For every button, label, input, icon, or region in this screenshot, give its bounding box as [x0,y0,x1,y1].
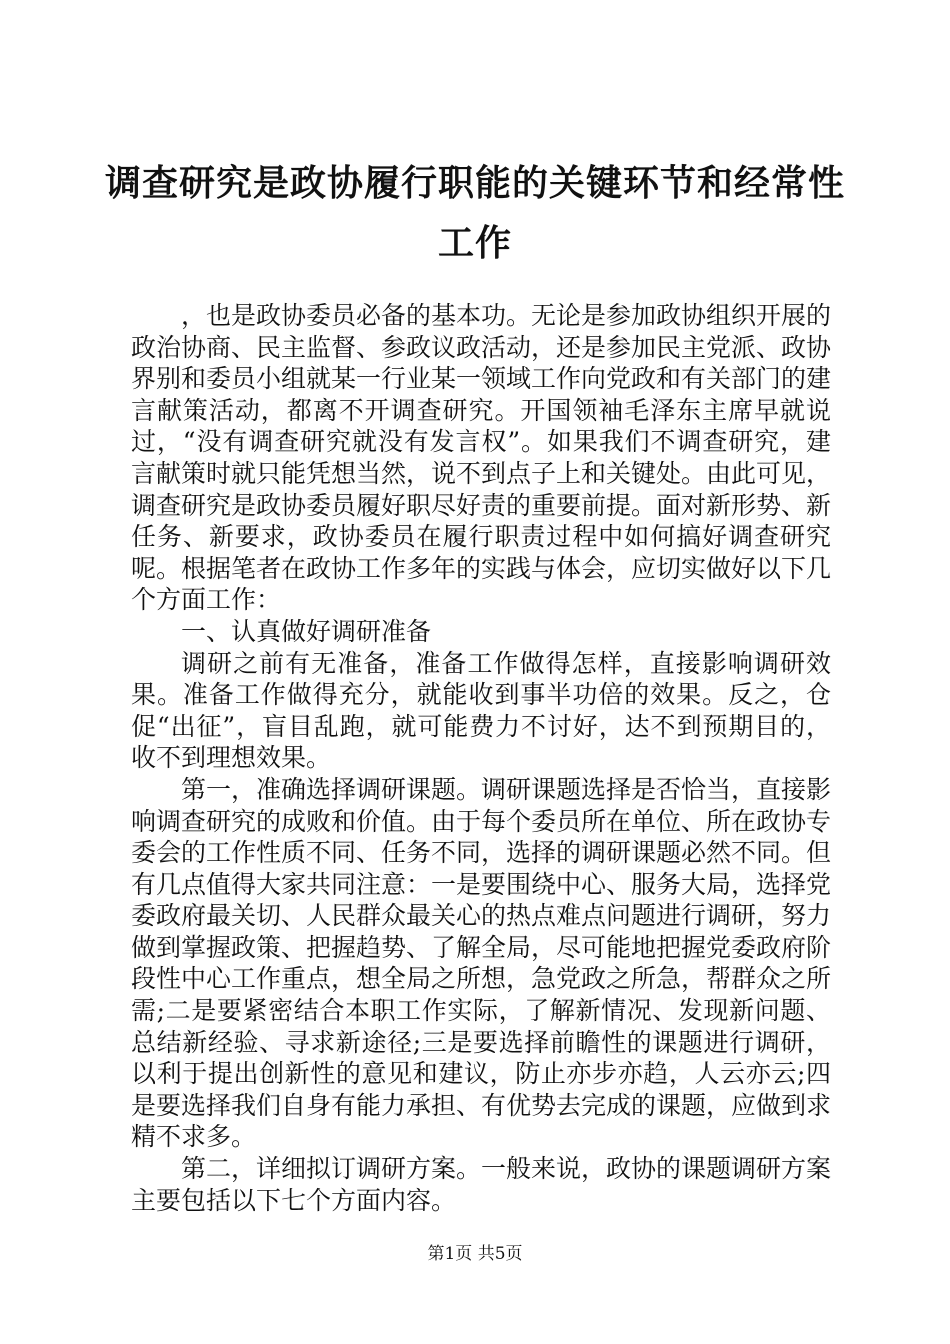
document-body [131,300,831,1216]
document-title-line-2: 工作 [437,223,512,264]
document-title-line-1: 调查研究是政协履行职能的关键环节和经常性 [104,163,845,204]
paragraph-plan: 第二，详细拟订调研方案。一般来说，政协的课题调研方案主要包括以下七个方面内容。 [131,1154,832,1215]
page-footer: 第1页 共5页 [427,1244,523,1264]
section-heading-1: 一、认真做好调研准备 [181,616,432,646]
paragraph-intro: ，也是政协委员必备的基本功。无论是参加政协组织开展的政治协商、民主监督、参政议政活动，还是参加民主党派、政协界别和委员小组就某一行业某一领域工作向党政和有关部门的建言献策活动，都离不开调查研究。开国领袖毛泽东主席早就说过，“没有调查研究就没有发言权”。如果我们不调查研究，建言献策时就只能凭想当然，说不到点子上和关键处。由此可见，调查研究是政协委员履好职尽好责的重要前提。面对新形势、新任务、新要求，政协委员在履行职责过程中如何搞好调查研究呢。根据笔者在政协工作多年的实践与体会，应切实做好以下几个方面工作： [131,301,832,615]
paragraph-topic-selection: 第一，准确选择调研课题。调研课题选择是否恰当，直接影响调查研究的成败和价值。由于每个委员所在单位、所在政协专委会的工作性质不同、任务不同，选择的调研课题必然不同。但有几点值得大家共同注意：一是要围绕中心、服务大局，选择党委政府最关切、人民群众最关心的热点难点问题进行调研，努力做到掌握政策、把握趋势、了解全局，尽可能地把握党委政府阶段性中心工作重点，想全局之所想，急党政之所急，帮群众之所需;二是要紧密结合本职工作实际，了解新情况、发现新问题、总结新经验、寻求新途径;三是要选择前瞻性的课题进行调研，以利于提出创新性的意见和建议，防止亦步亦趋，人云亦云;四是要选择我们自身有能力承担、有优势去完成的课题，应做到求精不求多。 [131,774,832,1152]
paragraph-preparation: 调研之前有无准备，准备工作做得怎样，直接影响调研效果。准备工作做得充分，就能收到事半功倍的效果。反之，仓促“出征”，盲目乱跑，就可能费力不讨好，达不到预期目的，收不到理想效果。 [131,648,831,773]
